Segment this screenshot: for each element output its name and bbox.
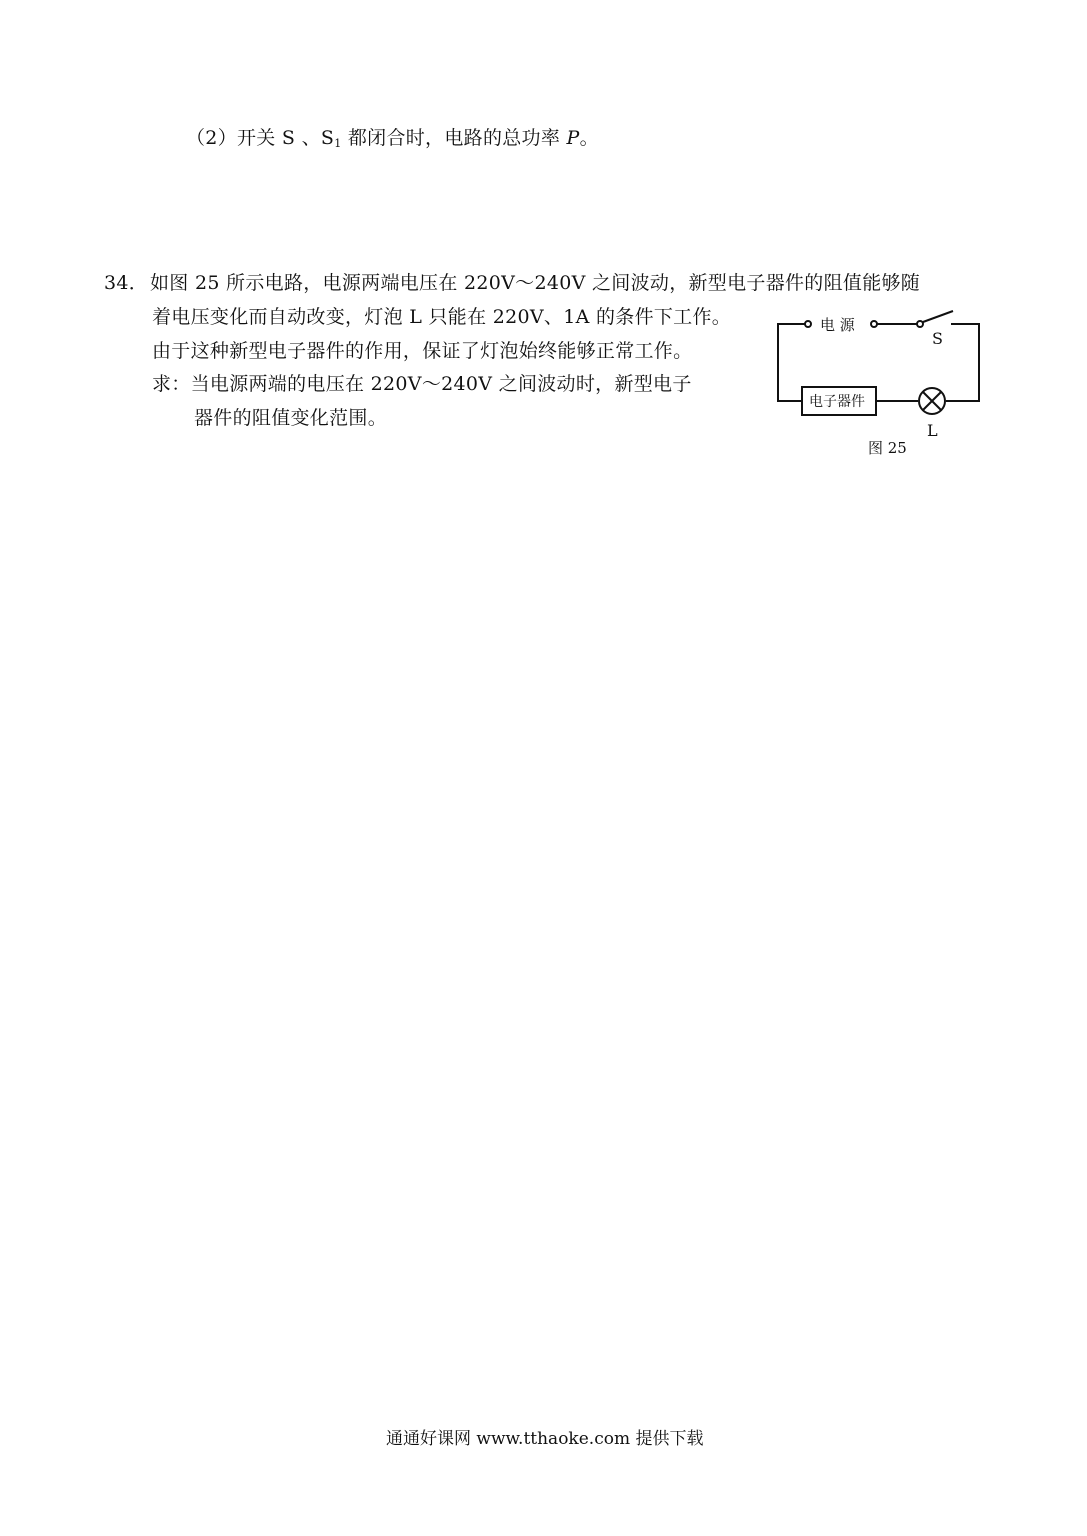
- q33-part2: [186, 126, 599, 150]
- q34-line-5: 器件的阻值变化范围。: [194, 407, 388, 429]
- device-label: 电子器件: [809, 394, 865, 410]
- q34-line-3: 由于这种新型电子器件的作用，保证了灯泡始终能够正常工作。: [152, 340, 693, 362]
- q34-number: 34．: [104, 272, 149, 294]
- q34-line-2: 着电压变化而自动改变，灯泡 L 只能在 220V、1A 的条件下工作。: [152, 306, 732, 328]
- q33-part2-end: 。: [579, 127, 599, 149]
- lamp-label: L: [927, 421, 938, 440]
- page-footer: 通通好课网 www.tthaoke.com 提供下载: [386, 1429, 704, 1449]
- q33-part2-prefix: （2）开关 S 、S: [186, 127, 335, 149]
- q33-part2-subscript: 1: [334, 137, 342, 150]
- q33-part2-var: P: [566, 127, 580, 149]
- switch-label: S: [932, 329, 943, 348]
- circuit-figure-25: [768, 305, 988, 465]
- q33-part2-middle: 都闭合时，电路的总功率: [341, 127, 567, 149]
- figure-caption: 图 25: [868, 439, 907, 457]
- q34-line-4: 求：当电源两端的电压在 220V～240V 之间波动时，新型电子: [152, 373, 692, 395]
- q34-line-1: 如图 25 所示电路，电源两端电压在 220V～240V 之间波动，新型电子器件的阻值能够随: [150, 272, 921, 294]
- source-label: 电 源: [820, 316, 855, 334]
